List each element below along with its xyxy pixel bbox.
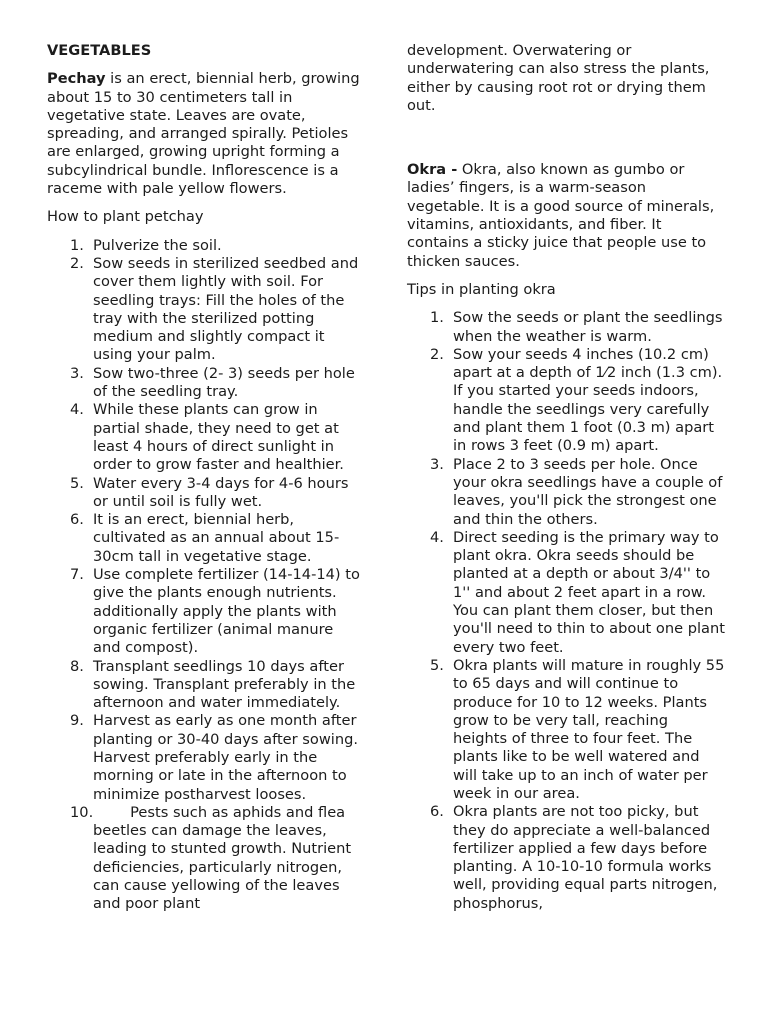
list-item bbox=[47, 804, 365, 914]
list-item bbox=[47, 475, 365, 512]
list-item bbox=[47, 566, 365, 657]
list-item-text: Use complete fertilizer (14-14-14) to give the plants enough nutrients. additionally apply the plants with organic fertilizer (animal manure and compost). bbox=[93, 566, 360, 657]
pechay-steps-list bbox=[47, 237, 365, 914]
list-item-text: It is an erect, biennial herb, cultivated as an annual about 15-30cm tall in vegetative stage. bbox=[93, 511, 340, 565]
list-item-number: 1. bbox=[70, 236, 84, 254]
list-item-number: 5. bbox=[430, 656, 444, 674]
list-item bbox=[407, 529, 725, 657]
list-item-number: 2. bbox=[430, 345, 444, 363]
howto-heading: How to plant petchay bbox=[47, 208, 204, 226]
list-item bbox=[47, 658, 365, 713]
list-item-number: 6. bbox=[430, 803, 444, 821]
list-item-text: Sow seeds in sterilized seedbed and cover them lightly with soil. For seedling trays: Fill the holes of the tray with the sterilized potting medium and slightly compact it using your palm. bbox=[93, 254, 359, 364]
list-item-text: Transplant seedlings 10 days after sowing. Transplant preferably in the afternoon and water immediately. bbox=[93, 657, 356, 712]
list-item bbox=[407, 346, 725, 456]
list-item bbox=[47, 511, 365, 566]
list-item-text: Harvest as early as one month after planting or 30-40 days after sowing. Harvest preferably early in the morning or late in the afternoon to minimize postharvest looses. bbox=[93, 712, 358, 803]
list-item-number: 4. bbox=[70, 401, 84, 419]
continued-text: development. Overwatering or underwatering can also stress the plants, either by causing root rot or drying them out. bbox=[407, 42, 710, 114]
list-item-text: Okra plants are not too picky, but they do appreciate a well-balanced fertilizer applied a few days before planting. A 10-10-10 formula works well, providing equal parts nitrogen, phosphorus, bbox=[453, 803, 718, 912]
list-item bbox=[47, 255, 365, 365]
list-item-text: Pulverize the soil. bbox=[93, 236, 222, 254]
spacer bbox=[407, 125, 725, 161]
pechay-description bbox=[47, 70, 365, 198]
list-item-number: 3. bbox=[70, 364, 84, 382]
section-heading: VEGETABLES bbox=[47, 42, 152, 59]
list-item-text: Place 2 to 3 seeds per hole. Once your okra seedlings have a couple of leaves, you'll pick the strongest one and thin the others. bbox=[453, 455, 723, 528]
list-item-number: 8. bbox=[70, 657, 84, 675]
list-item-number: 3. bbox=[430, 455, 444, 473]
list-item-number: 9. bbox=[70, 712, 84, 730]
list-item bbox=[407, 456, 725, 529]
list-item bbox=[47, 237, 365, 255]
list-item-number: 10. bbox=[70, 803, 94, 821]
list-item bbox=[407, 309, 725, 346]
list-item bbox=[47, 712, 365, 803]
okra-steps-list bbox=[407, 309, 725, 913]
list-item-text: Pests such as aphids and flea beetles can damage the leaves, leading to stunted growth. Nutrient deficiencies, particularly nitrogen, can cause yellowing of the leaves and poor plant bbox=[93, 803, 352, 913]
list-item-text: Water every 3-4 days for 4-6 hours or until soil is fully wet. bbox=[93, 474, 349, 510]
list-item-number: 5. bbox=[70, 474, 84, 492]
list-item bbox=[47, 365, 365, 402]
okra-term: Okra - bbox=[407, 161, 458, 179]
list-item-text: While these plants can grow in partial shade, they need to get at least 4 hours of direct sunlight in order to grow faster and healthier. bbox=[93, 401, 344, 474]
pechay-text: is an erect, biennial herb, growing about 15 to 30 centimeters tall in vegetative state. Leaves are ovate, spreading, and arranged spirally. Petioles are enlarged, growing upright forming a subcylindrical bundle. Inflorescence is a raceme with pale yellow flowers. bbox=[47, 70, 360, 198]
list-item-number: 4. bbox=[430, 528, 444, 546]
list-item bbox=[407, 803, 725, 913]
list-item-text: Sow your seeds 4 inches (10.2 cm) apart at a depth of 1⁄2 inch (1.3 cm). If you started your seeds indoors, handle the seedlings very carefully and plant them 1 foot (0.3 m) apart in rows 3 feet (0.9 m) apart. bbox=[453, 345, 723, 455]
list-item-text: Sow two-three (2- 3) seeds per hole of the seedling tray. bbox=[93, 364, 355, 401]
pechay-term: Pechay bbox=[47, 70, 106, 88]
list-item bbox=[407, 657, 725, 803]
list-item-number: 2. bbox=[70, 254, 84, 272]
list-item-text: Sow the seeds or plant the seedlings when the weather is warm. bbox=[453, 309, 723, 345]
tips-heading: Tips in planting okra bbox=[407, 280, 556, 298]
list-item-number: 6. bbox=[70, 511, 84, 529]
list-item-number: 1. bbox=[430, 309, 444, 327]
okra-description bbox=[407, 161, 725, 271]
okra-text: Okra, also known as gumbo or ladies’ fingers, is a warm-season vegetable. It is a good source of minerals, vitamins, antioxidants, and fiber. It contains a sticky juice that people use to thicken sauces. bbox=[407, 161, 715, 270]
list-item-number: 7. bbox=[70, 566, 84, 584]
list-item-text: Okra plants will mature in roughly 55 to 65 days and will continue to produce for 10 to 12 weeks. Plants grow to be very tall, reaching heights of three to four feet. The plants like to be well watered and will take up to an inch of water per week in our area. bbox=[453, 656, 725, 802]
right-column bbox=[407, 42, 725, 913]
list-item bbox=[47, 401, 365, 474]
list-item-text: Direct seeding is the primary way to plant okra. Okra seeds should be planted at a depth or about 3/4'' to 1'' and about 2 feet apart in a row. You can plant them closer, but then you'll need to thin to about one plant every two feet. bbox=[453, 528, 725, 656]
left-column bbox=[47, 42, 365, 914]
